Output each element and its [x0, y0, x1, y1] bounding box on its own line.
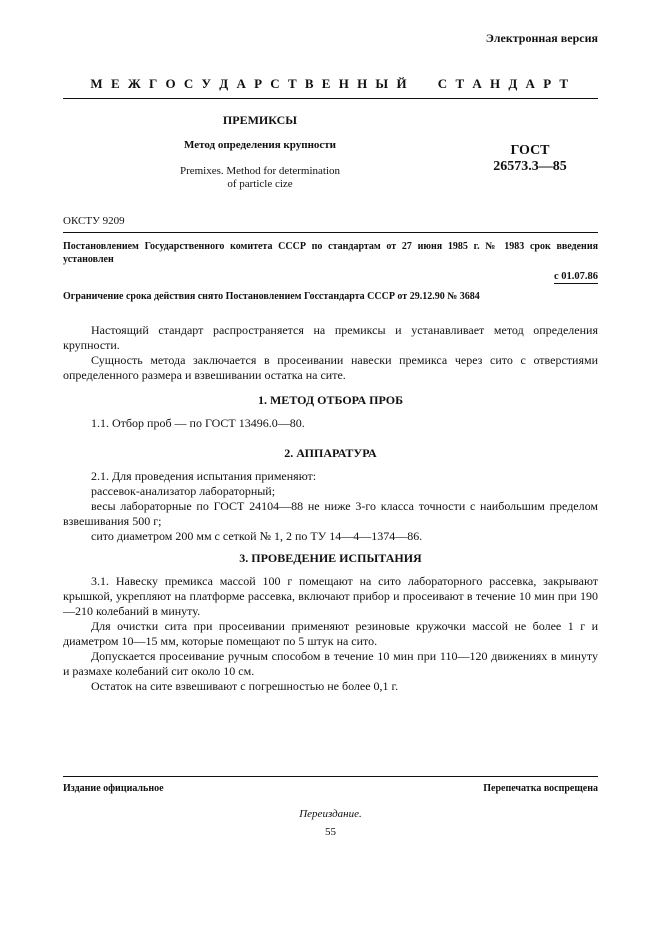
limitation-text: Ограничение срока действия снято Постановлением Госстандарта СССР от 29.12.90 № 3684: [63, 291, 480, 302]
footer-divider: [63, 776, 598, 777]
section-2-body: [63, 469, 598, 544]
decree-date: с 01.07.86: [553, 271, 598, 282]
official-edition-label: Издание официальное: [63, 783, 164, 794]
edition-note: Электронная версия: [485, 31, 598, 45]
section-heading: 3. ПРОВЕДЕНИЕ ИСПЫТАНИЯ: [239, 551, 422, 565]
section-paragraph: 1.1. Отбор проб — по ГОСТ 13496.0—80.: [91, 416, 305, 430]
reissue-note: Переиздание.: [299, 808, 362, 820]
section-paragraph: Для очистки сита при просеивании применяют резиновые кружочки массой не более 1 г и диаметром 10—15 мм, которые помещают по 5 штук на сито.: [63, 619, 598, 648]
document-subtitle: Метод определения крупности: [183, 139, 337, 151]
english-title-line1: Premixes. Method for determination: [179, 165, 341, 177]
section-heading: 2. АППАРАТУРА: [284, 446, 377, 460]
page-number: 55: [325, 826, 336, 838]
intro-paragraph: Сущность метода заключается в просеивании навески премикса через сито с отверстиями определенного размера и взвешивании остатка на сите.: [63, 353, 598, 382]
okstu-divider: [63, 232, 598, 233]
document-title: ПРЕМИКСЫ: [222, 113, 298, 127]
section-paragraph: весы лабораторные по ГОСТ 24104—88 не ниже 3-го класса точности с наибольшим пределом взвешивания 500 г;: [63, 499, 598, 528]
section-paragraph: Допускается просеивание ручным способом в течение 10 мин при 110—120 движениях в минуту и размахе колебаний сит около 10 см.: [63, 649, 598, 678]
decree-text: Постановлением Государственного комитета СССР по стандартам от 27 июня 1985 г. № 1983 срок введения установлен: [63, 241, 598, 265]
section-1-body: [63, 416, 598, 431]
section-paragraph: Остаток на сите взвешивают с погрешностью не более 0,1 г.: [91, 679, 399, 693]
section-paragraph: 2.1. Для проведения испытания применяют:: [91, 469, 317, 483]
intro-block: [63, 323, 598, 383]
banner-divider: [63, 98, 598, 99]
gost-label: ГОСТ: [510, 143, 550, 158]
intro-paragraph: Настоящий стандарт распространяется на премиксы и устанавливает метод определения крупности.: [63, 323, 598, 352]
reprint-notice: Перепечатка воспрещена: [483, 783, 598, 794]
standard-banner: М Е Ж Г О С У Д А Р С Т В Е Н Н Ы Й С Т А Н Д А Р Т: [90, 76, 571, 91]
english-title-line2: of particle cize: [227, 178, 293, 190]
section-3-body: [63, 574, 598, 694]
okstu-code: ОКСТУ 9209: [63, 215, 125, 227]
section-paragraph: сито диаметром 200 мм с сеткой № 1, 2 по ТУ 14—4—1374—86.: [91, 529, 423, 543]
section-paragraph: рассевок-анализатор лабораторный;: [91, 484, 276, 498]
gost-number: 26573.3—85: [493, 159, 567, 174]
section-heading: 1. МЕТОД ОТБОРА ПРОБ: [257, 393, 403, 407]
section-paragraph: 3.1. Навеску премикса массой 100 г помещают на сито лабораторного рассевка, закрывают крышкой, укрепляют на платформе рассевка, включают прибор и просеивают в течение 10 мин при 190—210 колебаний в минуту.: [63, 574, 598, 618]
